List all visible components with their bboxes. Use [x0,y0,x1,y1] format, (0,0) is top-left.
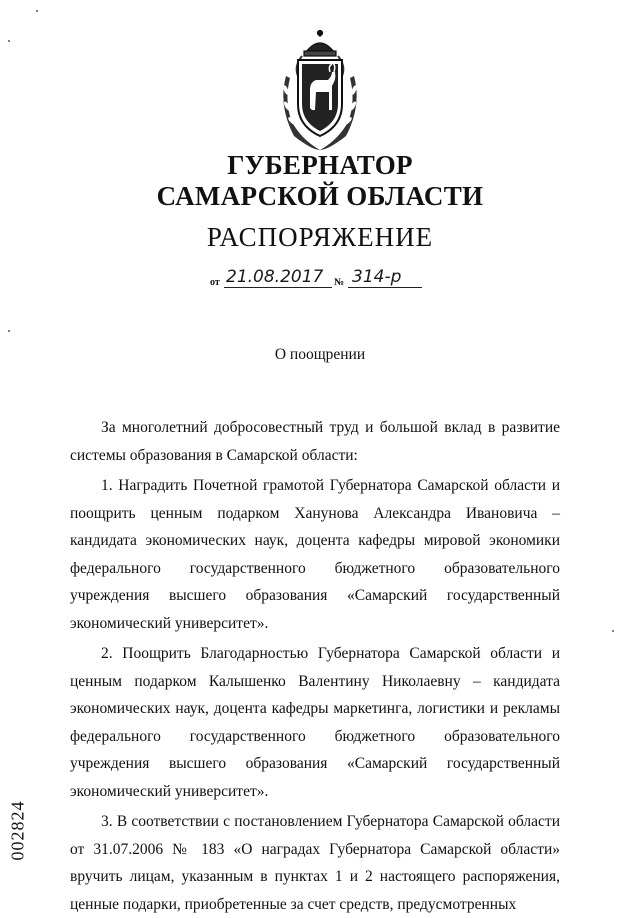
number-underline [348,287,422,288]
date-prefix: от [210,277,220,288]
scan-speck [8,330,10,332]
scan-speck [612,630,614,632]
item-3-paragraph: 3. В соответствии с постановлением Губернатора Самарской области от 31.07.2006 № 183 «О наградах Губернатора Самарской области» вручить лицам, указанным в пунктах 1 и 2 настоящего распоряжения, ценные подарки, приобретенные за счет средств, предусмотренных [70,813,560,913]
scan-speck [36,10,38,12]
number-prefix: № [334,277,345,288]
document-body [70,414,560,918]
date-handwritten: 21.08.2017 [226,267,324,287]
intro-paragraph: За многолетний добросовестный труд и большой вклад в развитие системы образования в Самарской области: [70,419,560,464]
date-number-line [210,266,450,292]
document-subject: О поощрении [274,346,366,363]
authority-title-line2: САМАРСКОЙ ОБЛАСТИ [156,181,484,211]
item-2-paragraph: 2. Поощрить Благодарностью Губернатора Самарской области и ценным подарком Калышенко Валентину Николаевну – кандидата экономических наук, доцента кафедры маркетинга, логистики и рекламы федерального государственного бюджетного образовательного учреждения высшего образования «Самарский государственный экономический университет». [70,645,560,800]
side-serial-number [7,790,34,870]
date-underline [224,287,332,288]
coat-of-arms-emblem [272,26,368,154]
side-serial-text: 002824 [7,800,28,861]
item-1-paragraph: 1. Наградить Почетной грамотой Губернатора Самарской области и поощрить ценным подарком Ханунова Александра Ивановича – кандидата экономических наук, доцента кафедры мировой экономики федерального государственного бюджетного образовательного учреждения высшего образования «Самарский государственный экономический университет». [70,477,560,632]
authority-title-line1: ГУБЕРНАТОР [227,150,413,180]
scan-speck [8,40,10,42]
number-handwritten: 314-р [352,267,402,287]
document-type: РАСПОРЯЖЕНИЕ [206,222,434,252]
